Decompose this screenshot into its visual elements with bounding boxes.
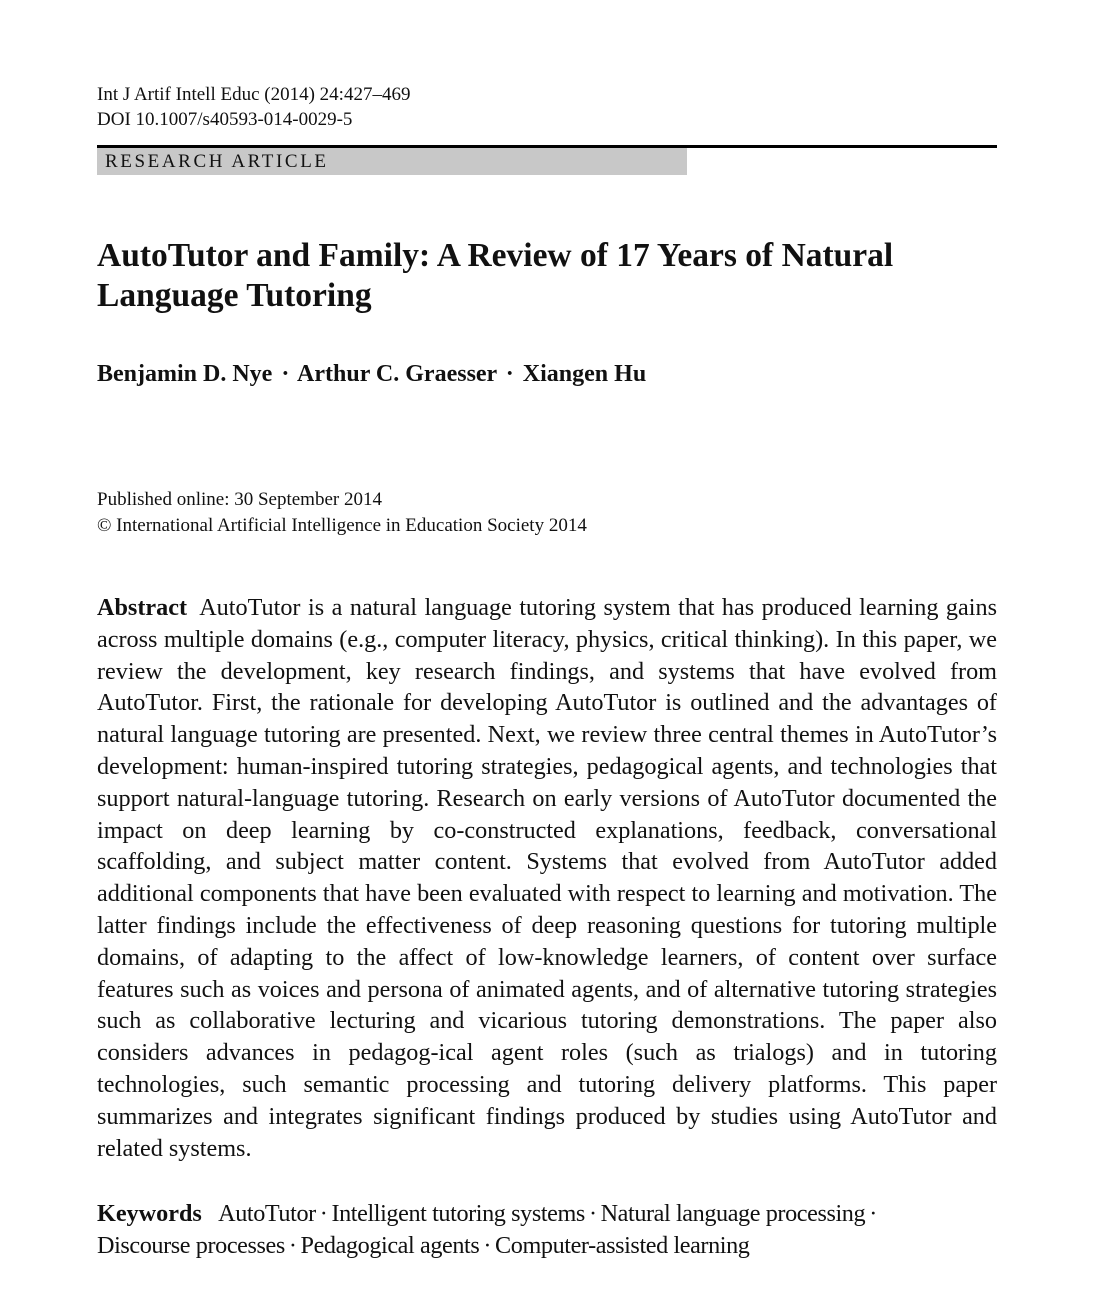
journal-doi: DOI 10.1007/s40593-014-0029-5	[97, 109, 353, 130]
author-name: Xiangen Hu	[522, 361, 647, 387]
keyword: Discourse processes	[97, 1232, 285, 1259]
author-separator: ·	[505, 361, 514, 387]
author-list	[97, 359, 646, 389]
keyword: Natural language processing	[600, 1200, 866, 1227]
journal-citation: Int J Artif Intell Educ (2014) 24:427–469	[97, 84, 411, 105]
keyword-separator: ·	[319, 1200, 328, 1227]
keyword-separator: ·	[483, 1232, 492, 1259]
abstract-label: Abstract	[97, 594, 188, 621]
published-date: Published online: 30 September 2014	[97, 489, 382, 510]
publication-info	[97, 487, 587, 539]
abstract-text: AutoTutor is a natural language tutoring system that has produced learning gains across multiple domains (e.g., computer literacy, physics, critical thinking). In this paper, we review the development, key research findings, and systems that have evolved from AutoTutor. First, the rationale for developing AutoTutor is outlined and the advantages of natural language tutoring are presented. Next, we review three central themes in AutoTutor’s development: human-inspired tutoring strategies, pedagogical agents, and technologies that support natural-language tutoring. Research on early versions of AutoTutor documented the impact on deep learning by co-constructed explanations, feedback, conversational scaffolding, and subject matter content. Systems that evolved from AutoTutor added additional components that have been evaluated with respect to learning and motivation. The latter findings include the effectiveness of deep reasoning questions for tutoring multiple domains, of adapting to the affect of low-knowledge learners, of content over surface features such as voices and persona of animated agents, and of alternative tutoring strategies such as collaborative lecturing and vicarious tutoring demonstrations. The paper also considers advances in pedagog-ical agent roles (such as trialogs) and in tutoring technologies, such semantic processing and tutoring delivery platforms. This paper summarizes and integrates significant findings produced by studies using AutoTutor and related systems.	[97, 594, 997, 1162]
keywords-label: Keywords	[97, 1200, 202, 1227]
author-name: Benjamin D. Nye	[97, 361, 273, 387]
keywords	[97, 1198, 997, 1262]
copyright-notice: © International Artificial Intelligence in Education Society 2014	[97, 515, 587, 536]
journal-info	[97, 82, 410, 132]
paper-title	[97, 236, 997, 316]
keyword: Computer-assisted learning	[495, 1232, 750, 1259]
article-type-band	[97, 148, 687, 175]
keyword-separator: ·	[869, 1200, 877, 1227]
keyword-separator: ·	[588, 1200, 597, 1227]
keyword: Intelligent tutoring systems	[331, 1200, 585, 1227]
abstract	[97, 592, 997, 1164]
keyword: Pedagogical agents	[300, 1232, 480, 1259]
author-separator: ·	[281, 361, 290, 387]
article-type: RESEARCH ARTICLE	[105, 151, 329, 172]
keyword: AutoTutor	[218, 1200, 316, 1227]
title-line-2: Language Tutoring	[97, 277, 372, 314]
keyword-separator: ·	[288, 1232, 297, 1259]
author-name: Arthur C. Graesser	[297, 361, 497, 387]
title-line-1: AutoTutor and Family: A Review of 17 Years of Natural	[97, 237, 894, 274]
